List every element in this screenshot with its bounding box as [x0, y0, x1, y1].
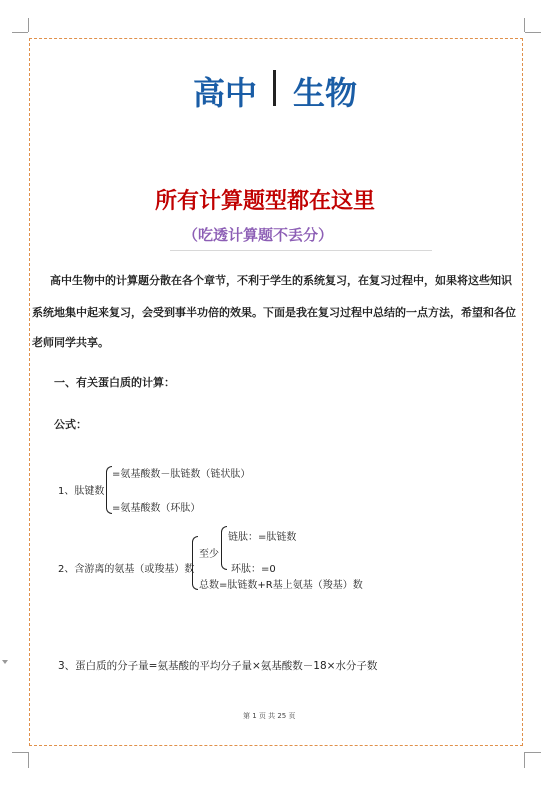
- crop-mark: [28, 18, 29, 32]
- brand-left: 高中: [193, 74, 258, 112]
- formula-2-chain: 链肽：=肽链数: [228, 532, 297, 543]
- page-title: 所有计算题型都在这里: [155, 189, 376, 214]
- section-heading-protein: 一、有关蛋白质的计算：: [54, 376, 175, 389]
- formula-2-total: 总数=肽链数+R基上氨基（羧基）数: [199, 580, 363, 591]
- crop-mark: [524, 18, 525, 32]
- brand-right: 生物: [293, 74, 358, 112]
- formula-2-at-least: 至少: [199, 549, 219, 560]
- page-subtitle: （吃透计算题不丢分）: [183, 226, 334, 244]
- formula-2-outer-brace: [192, 536, 198, 590]
- formula-label: 公式：: [54, 418, 87, 431]
- formula-2-inner-brace: [221, 526, 227, 570]
- intro-line-3: 老师同学共享。: [32, 336, 109, 349]
- intro-line-1: 高中生物中的计算题分散在各个章节，不利于学生的系统复习，在复习过程中，如果将这些知识: [50, 274, 512, 287]
- page-footer: 第 1 页 共 25 页: [243, 712, 296, 720]
- formula-1-label: 1、肽键数: [58, 486, 105, 497]
- formula-1-line-a: =氨基酸数－肽链数（链状肽）: [112, 469, 251, 480]
- crop-mark: [524, 752, 525, 768]
- crop-mark: [525, 32, 541, 33]
- formula-2-label: 2、含游离的氨基（或羧基）数: [58, 564, 195, 575]
- crop-mark: [525, 752, 541, 753]
- formula-1-line-b: =氨基酸数（环肽）: [112, 503, 201, 514]
- text-area-frame: [29, 38, 523, 746]
- intro-line-2: 系统地集中起来复习，会受到事半功倍的效果。下面是我在复习过程中总结的一点方法，希望和各位: [32, 306, 516, 319]
- title-divider: [170, 250, 432, 251]
- crop-mark: [12, 752, 28, 753]
- crop-mark: [12, 32, 28, 33]
- formula-3: 3、蛋白质的分子量=氨基酸的平均分子量×氨基酸数－18×水分子数: [58, 660, 378, 672]
- margin-marker-icon: [2, 660, 8, 664]
- brand-separator: [273, 70, 276, 106]
- formula-2-ring: 环肽：=0: [231, 564, 276, 575]
- crop-mark: [28, 752, 29, 768]
